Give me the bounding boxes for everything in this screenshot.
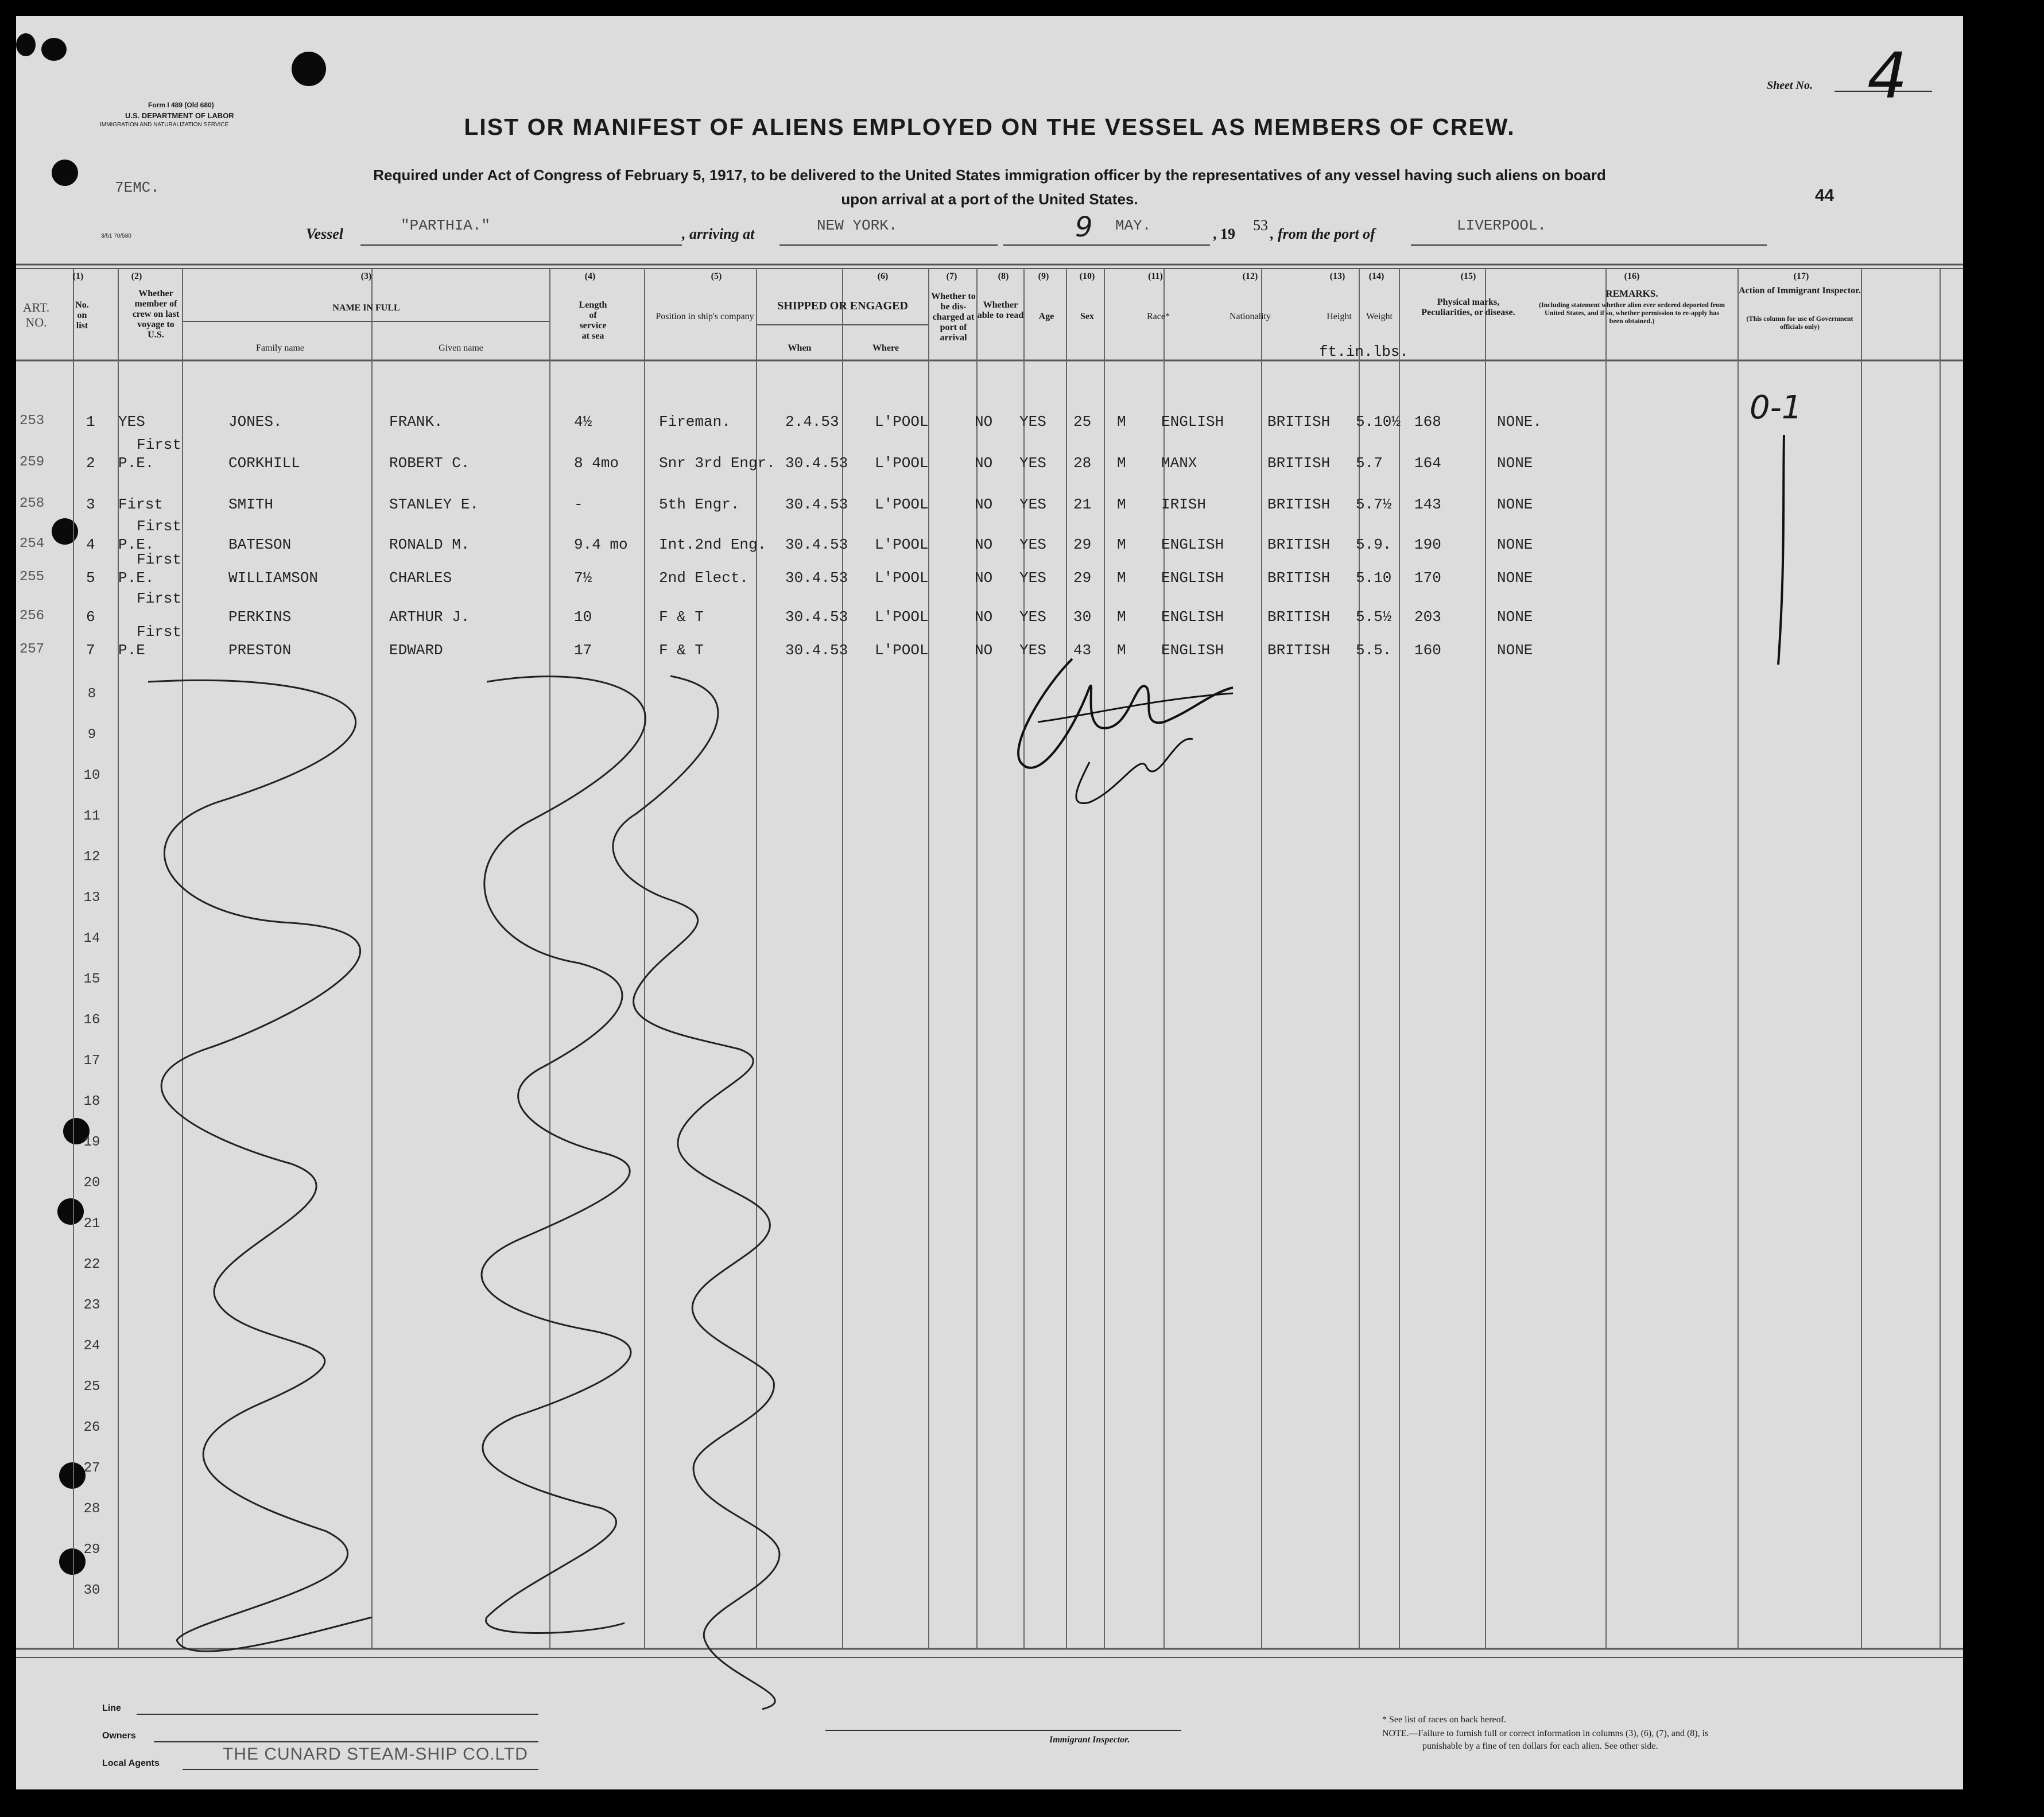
weight: 143 — [1414, 496, 1441, 513]
signature-mark — [1003, 653, 1256, 825]
races-note: * See list of races on back hereof. — [1382, 1715, 1506, 1725]
service-length: - — [574, 496, 583, 513]
physical-marks: NONE — [1497, 569, 1533, 587]
blank-row-number: 23 — [83, 1298, 100, 1313]
family-name: JONES. — [228, 413, 282, 430]
race: ENGLISH — [1161, 608, 1224, 626]
shipped-where: L'POOL — [875, 569, 929, 587]
weight: 203 — [1414, 608, 1441, 626]
blank-row-number: 24 — [83, 1338, 100, 1354]
position: Int.2nd Eng. — [659, 536, 767, 553]
col-art-header: ART. NO. — [22, 300, 50, 329]
age: 28 — [1073, 455, 1092, 472]
vessel-name: "PARTHIA." — [401, 217, 491, 234]
able-to-read: YES — [1019, 642, 1046, 659]
col-12-num: (12) — [1242, 271, 1258, 281]
crew-member-note: First — [137, 551, 182, 568]
age: 29 — [1073, 536, 1092, 553]
col-6-header: SHIPPED OR ENGAGED — [777, 300, 908, 312]
vessel-label: Vessel — [306, 226, 343, 242]
owners-value: THE CUNARD STEAM-SHIP CO.LTD — [223, 1745, 528, 1764]
position: Fireman. — [659, 413, 731, 430]
art-no: 258 — [20, 496, 45, 511]
service-length: 4½ — [574, 413, 592, 430]
blank-row-number: 14 — [83, 931, 100, 946]
sex: M — [1117, 569, 1126, 587]
blank-row-number: 15 — [83, 972, 100, 987]
from-label: , from the port of — [1270, 226, 1375, 242]
row-number: 5 — [86, 569, 95, 587]
race: MANX — [1161, 455, 1197, 472]
blank-row-number: 8 — [87, 686, 96, 702]
nationality: BRITISH — [1267, 496, 1331, 513]
shipped-where: L'POOL — [875, 642, 929, 659]
code-left: 3/51 70/580 — [101, 233, 131, 239]
age: 43 — [1073, 642, 1092, 659]
arrival-day: 9 — [1075, 211, 1093, 243]
sex: M — [1117, 642, 1126, 659]
service-length: 17 — [574, 642, 592, 659]
shipped-where: L'POOL — [875, 608, 929, 626]
year-suffix: 53 — [1253, 217, 1268, 234]
col-6a-header: When — [788, 343, 812, 353]
shipped-where: L'POOL — [875, 413, 929, 430]
col-16-subheader: (Including statement whether alien ever ordered deported from United States, and if so, whether permission to re-apply has been obtained.) — [1538, 301, 1725, 325]
crew-member-note: First — [137, 518, 182, 535]
given-name: ROBERT C. — [389, 455, 470, 472]
height: 5.7 — [1356, 455, 1383, 472]
position: Snr 3rd Engr. — [659, 455, 775, 472]
immigrant-inspector-label: Immigrant Inspector. — [1049, 1735, 1130, 1745]
height: 5.5. — [1356, 642, 1392, 659]
blank-row-number: 9 — [87, 727, 96, 743]
subtitle-line-2: upon arrival at a port of the United States. — [841, 191, 1138, 208]
row-number: 3 — [86, 496, 95, 513]
col-15-header: Physical marks, Peculiarities, or disease. — [1421, 297, 1515, 317]
blank-row-number: 19 — [83, 1135, 100, 1150]
col-17-num: (17) — [1793, 271, 1809, 281]
weight: 160 — [1414, 642, 1441, 659]
row-number: 7 — [86, 642, 95, 659]
family-name: PRESTON — [228, 642, 292, 659]
col-3-num: (3) — [360, 271, 372, 281]
height: 5.10 — [1356, 569, 1392, 587]
col-17-header: Action of Immigrant Inspector. — [1739, 286, 1861, 296]
art-no: 253 — [20, 413, 45, 429]
art-no: 255 — [20, 569, 45, 585]
shipped-when: 30.4.53 — [785, 496, 848, 513]
col-15-num: (15) — [1460, 271, 1476, 281]
art-no: 254 — [20, 536, 45, 552]
race: ENGLISH — [1161, 642, 1224, 659]
height: 5.9. — [1356, 536, 1392, 553]
discharged: NO — [975, 496, 993, 513]
race: ENGLISH — [1161, 413, 1224, 430]
owners-label: Owners — [102, 1731, 136, 1741]
nationality: BRITISH — [1267, 536, 1331, 553]
service-length: 8 4mo — [574, 455, 619, 472]
weight: 170 — [1414, 569, 1441, 587]
blank-row-number: 12 — [83, 849, 100, 865]
department: U.S. DEPARTMENT OF LABOR — [125, 111, 234, 120]
col-5-header: Position in ship's company — [656, 312, 754, 321]
shipped-where: L'POOL — [875, 455, 929, 472]
position: F & T — [659, 642, 704, 659]
sex: M — [1117, 455, 1126, 472]
col-2-num: (2) — [131, 271, 142, 281]
blank-row-number: 17 — [83, 1053, 100, 1069]
weight: 168 — [1414, 413, 1441, 430]
physical-marks: NONE — [1497, 608, 1533, 626]
sheet-label: Sheet No. — [1767, 79, 1813, 92]
family-name: SMITH — [228, 496, 274, 513]
nationality: BRITISH — [1267, 455, 1331, 472]
col-7-header: Whether to be dis-charged at port of arrival — [931, 292, 976, 343]
shipped-when: 30.4.53 — [785, 569, 848, 587]
physical-marks: NONE — [1497, 455, 1533, 472]
able-to-read: YES — [1019, 569, 1046, 587]
col-10-header: Sex — [1080, 312, 1094, 321]
crew-member-note: First — [137, 590, 182, 607]
col-1-header: No. on list — [75, 300, 89, 331]
col-4-header: Length of service at sea — [579, 300, 607, 341]
col-17-subheader: (This column for use of Government officials only) — [1746, 315, 1853, 331]
age: 29 — [1073, 569, 1092, 587]
stamp-left: 7EMC. — [115, 179, 160, 196]
col-6-num: (6) — [877, 271, 889, 281]
local-agents-label: Local Agents — [102, 1758, 160, 1768]
col-7-num: (7) — [946, 271, 957, 281]
discharged: NO — [975, 642, 993, 659]
col-6b-header: Where — [872, 343, 899, 353]
shipped-when: 30.4.53 — [785, 608, 848, 626]
physical-marks: NONE — [1497, 536, 1533, 553]
col-9-num: (9) — [1038, 271, 1049, 281]
page-title: LIST OR MANIFEST OF ALIENS EMPLOYED ON THE VESSEL AS MEMBERS OF CREW. — [464, 114, 1515, 140]
nationality: BRITISH — [1267, 413, 1331, 430]
family-name: PERKINS — [228, 608, 292, 626]
nationality: BRITISH — [1267, 569, 1331, 587]
age: 25 — [1073, 413, 1092, 430]
physical-marks: NONE. — [1497, 413, 1542, 430]
col-13-num: (13) — [1329, 271, 1345, 281]
art-no: 259 — [20, 455, 45, 470]
arriving-label: , arriving at — [682, 226, 755, 242]
service-length: 10 — [574, 608, 592, 626]
shipped-when: 30.4.53 — [785, 536, 848, 553]
units-label: ft.in.lbs. — [1319, 343, 1409, 360]
weight: 190 — [1414, 536, 1441, 553]
service-length: 9.4 mo — [574, 536, 628, 553]
row-number: 4 — [86, 536, 95, 553]
able-to-read: YES — [1019, 496, 1046, 513]
shipped-when: 30.4.53 — [785, 455, 848, 472]
height: 5.7½ — [1356, 496, 1392, 513]
position: 2nd Elect. — [659, 569, 749, 587]
able-to-read: YES — [1019, 413, 1046, 430]
blank-row-number: 11 — [83, 809, 100, 824]
manifest-sheet — [16, 16, 1963, 1789]
shipped-when: 30.4.53 — [785, 642, 848, 659]
col-2-header: Whether member of crew on last voyage to U.S. — [132, 289, 180, 340]
able-to-read: YES — [1019, 608, 1046, 626]
discharged: NO — [975, 413, 993, 430]
col-8-header: Whether able to read — [977, 300, 1024, 320]
row-number: 1 — [86, 413, 95, 430]
given-name: EDWARD — [389, 642, 443, 659]
penalty-note-1: NOTE.—Failure to furnish full or correct information in columns (3), (6), (7), and (8), is — [1382, 1729, 1709, 1738]
sex: M — [1117, 536, 1126, 553]
position: F & T — [659, 608, 704, 626]
sex: M — [1117, 496, 1126, 513]
crew-member: First — [118, 496, 164, 513]
col-14-num: (14) — [1368, 271, 1384, 281]
col-16-num: (16) — [1624, 271, 1640, 281]
art-no: 256 — [20, 608, 45, 624]
crew-member-note: First — [137, 623, 182, 640]
blank-row-number: 18 — [83, 1094, 100, 1109]
blank-row-number: 25 — [83, 1379, 100, 1395]
age: 21 — [1073, 496, 1092, 513]
blank-row-number: 27 — [83, 1461, 100, 1476]
col-11-num: (11) — [1148, 271, 1163, 281]
race: ENGLISH — [1161, 536, 1224, 553]
inspector-line — [1767, 429, 1801, 670]
physical-marks: NONE — [1497, 642, 1533, 659]
able-to-read: YES — [1019, 455, 1046, 472]
blank-row-number: 20 — [83, 1175, 100, 1191]
service-length: 7½ — [574, 569, 592, 587]
crew-member-note: First — [137, 436, 182, 453]
page-count: 44 — [1815, 186, 1834, 205]
subtitle-line-1: Required under Act of Congress of February 5, 1917, to be delivered to the United States immigration officer by the representatives of any vessel having such aliens on board — [373, 166, 1606, 184]
race: IRISH — [1161, 496, 1207, 513]
table-grid — [16, 16, 1963, 1789]
crew-member: P.E — [118, 642, 145, 659]
from-port: LIVERPOOL. — [1457, 217, 1547, 234]
nationality: BRITISH — [1267, 642, 1331, 659]
discharged: NO — [975, 608, 993, 626]
blank-row-number: 30 — [83, 1583, 100, 1598]
inspector-mark: 0-1 — [1750, 389, 1802, 426]
crew-member: P.E. — [118, 536, 154, 553]
crew-member: P.E. — [118, 569, 154, 587]
sex: M — [1117, 413, 1126, 430]
age: 30 — [1073, 608, 1092, 626]
weight: 164 — [1414, 455, 1441, 472]
col-4-num: (4) — [584, 271, 596, 281]
sheet-number: 4 — [1867, 39, 1907, 112]
position: 5th Engr. — [659, 496, 740, 513]
shipped-when: 2.4.53 — [785, 413, 839, 430]
col-16-header: REMARKS. — [1605, 288, 1658, 299]
given-name: FRANK. — [389, 413, 443, 430]
col-12-header: Nationality — [1229, 312, 1271, 321]
height: 5.10½ — [1356, 413, 1401, 430]
physical-marks: NONE — [1497, 496, 1533, 513]
col-10-num: (10) — [1079, 271, 1095, 281]
crew-member: P.E. — [118, 455, 154, 472]
col-9-header: Age — [1038, 312, 1054, 321]
blank-row-number: 26 — [83, 1420, 100, 1435]
discharged: NO — [975, 536, 993, 553]
row-number: 6 — [86, 608, 95, 626]
col-1-num: (1) — [72, 271, 84, 281]
height: 5.5½ — [1356, 608, 1392, 626]
family-name: CORKHILL — [228, 455, 300, 472]
arrival-port: NEW YORK. — [817, 217, 898, 234]
given-name: STANLEY E. — [389, 496, 479, 513]
blank-row-number: 29 — [83, 1542, 100, 1558]
art-no: 257 — [20, 642, 45, 657]
col-3a-header: Family name — [256, 343, 304, 353]
row-number: 2 — [86, 455, 95, 472]
col-5-num: (5) — [711, 271, 722, 281]
family-name: WILLIAMSON — [228, 569, 319, 587]
shipped-where: L'POOL — [875, 496, 929, 513]
line-label: Line — [102, 1703, 121, 1713]
blank-row-number: 28 — [83, 1501, 100, 1517]
col-11-header: Race* — [1147, 312, 1170, 321]
penalty-note-2: punishable by a fine of ten dollars for each alien. See other side. — [1422, 1741, 1658, 1751]
blank-row-number: 21 — [83, 1216, 100, 1232]
race: ENGLISH — [1161, 569, 1224, 587]
col-3-header: NAME IN FULL — [332, 303, 400, 313]
given-name: CHARLES — [389, 569, 452, 587]
col-3b-header: Given name — [439, 343, 483, 353]
shipped-where: L'POOL — [875, 536, 929, 553]
discharged: NO — [975, 569, 993, 587]
crew-member: YES — [118, 413, 145, 430]
col-14-header: Weight — [1366, 312, 1393, 321]
arrival-month: MAY. — [1115, 217, 1151, 234]
nationality: BRITISH — [1267, 608, 1331, 626]
form-id: Form I 489 (Old 680) — [148, 101, 214, 109]
blank-row-number: 16 — [83, 1012, 100, 1028]
discharged: NO — [975, 455, 993, 472]
sex: M — [1117, 608, 1126, 626]
col-8-num: (8) — [998, 271, 1009, 281]
given-name: ARTHUR J. — [389, 608, 470, 626]
year-prefix: , 19 — [1213, 226, 1235, 242]
blank-row-number: 22 — [83, 1257, 100, 1272]
blank-row-number: 13 — [83, 890, 100, 906]
family-name: BATESON — [228, 536, 292, 553]
col-13-header: Height — [1327, 312, 1352, 321]
blank-row-number: 10 — [83, 768, 100, 783]
given-name: RONALD M. — [389, 536, 470, 553]
able-to-read: YES — [1019, 536, 1046, 553]
service: IMMIGRATION AND NATURALIZATION SERVICE — [100, 122, 229, 128]
